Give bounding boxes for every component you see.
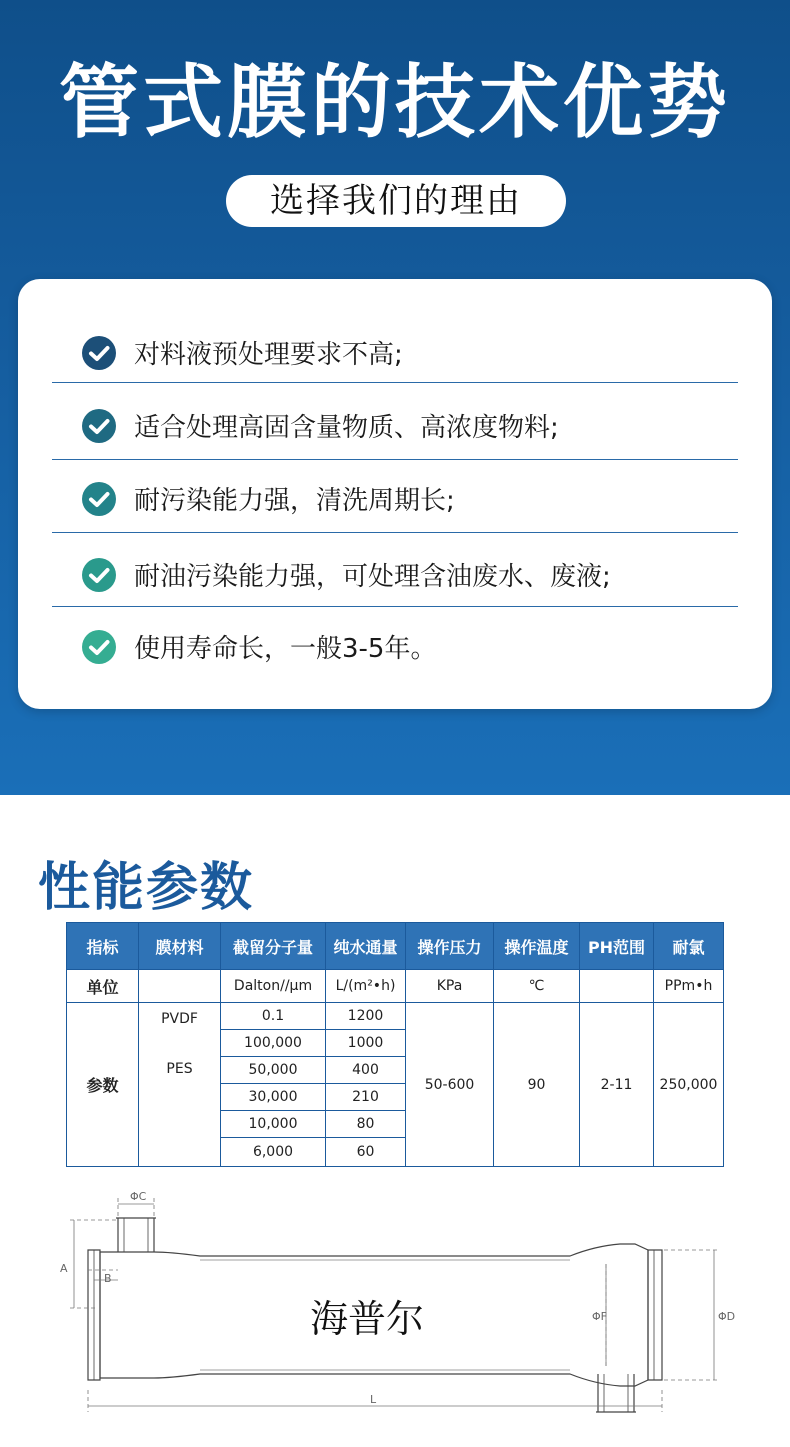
advantage-item [52,334,738,371]
table-cell: 100,000 [221,1030,326,1057]
table-cell: Dalton//μm [221,970,326,1003]
table-cell: ℃ [494,970,580,1003]
advantage-text: 适合处理高固含量物质、高浓度物料; [134,413,559,443]
table-cell: 50-600 [406,1003,494,1167]
check-circle-icon [82,630,116,664]
table-row [67,1003,724,1030]
table-cell: 30,000 [221,1084,326,1111]
brand-label: 海普尔 [310,1297,425,1341]
table-cell: 0.1 [221,1003,326,1030]
check-circle-icon [82,482,116,516]
membrane-module-drawing [50,1180,740,1420]
header-cell: 操作温度 [494,923,580,970]
advantage-text: 使用寿命长，一般3-5年。 [134,634,437,664]
table-cell: KPa [406,970,494,1003]
subtitle-pill: 选择我们的理由 [226,175,566,227]
advantages-card [18,279,772,709]
page-title: 管式膜的技术优势 [59,56,731,149]
table-cell: 60 [326,1138,406,1167]
dimension-label-l: L [370,1393,377,1406]
row-label: 参数 [67,1003,139,1167]
material-cell: PES [139,1057,221,1167]
table-cell: 250,000 [654,1003,724,1167]
advantage-item [52,556,738,593]
dimension-label-c: ΦC [130,1190,147,1203]
table-cell: 1200 [326,1003,406,1030]
section-title: 性能参数 [38,858,255,918]
dimension-label-d: ΦD [718,1310,736,1323]
header-cell: 耐氯 [654,923,724,970]
header-cell: 操作压力 [406,923,494,970]
header-cell: 膜材料 [139,923,221,970]
advantage-text: 耐污染能力强，清洗周期长; [134,486,455,516]
header-cell: 截留分子量 [221,923,326,970]
table-cell: PPm•h [654,970,724,1003]
header-cell: PH范围 [580,923,654,970]
table-cell: 210 [326,1084,406,1111]
table-cell: 400 [326,1057,406,1084]
material-cell: PVDF [139,1003,221,1057]
dimension-label-f: ΦF [592,1310,607,1323]
table-cell: 10,000 [221,1111,326,1138]
header-cell: 纯水通量 [326,923,406,970]
check-circle-icon [82,409,116,443]
advantage-item [52,628,738,665]
table-cell: 80 [326,1111,406,1138]
check-circle-icon [82,558,116,592]
unit-row [67,970,724,1003]
table-cell [139,970,221,1003]
table-cell: 2-11 [580,1003,654,1167]
table-cell [580,970,654,1003]
advantage-text: 对料液预处理要求不高; [134,340,403,370]
advantage-item [52,407,738,444]
advantage-text: 耐油污染能力强，可处理含油废水、废液; [134,562,611,592]
table-cell: 90 [494,1003,580,1167]
advantage-item [52,480,738,517]
dimension-label-b: B [104,1272,112,1285]
header-cell: 指标 [67,923,139,970]
dimension-label-a: A [60,1262,68,1275]
divider [52,382,738,383]
divider [52,532,738,533]
row-label: 单位 [67,970,139,1003]
table-cell: 6,000 [221,1138,326,1167]
table-header-row [67,923,724,970]
table-cell: 1000 [326,1030,406,1057]
table-cell: L/(m²•h) [326,970,406,1003]
table-cell: 50,000 [221,1057,326,1084]
check-circle-icon [82,336,116,370]
divider [52,606,738,607]
spec-table [66,922,724,1167]
divider [52,459,738,460]
